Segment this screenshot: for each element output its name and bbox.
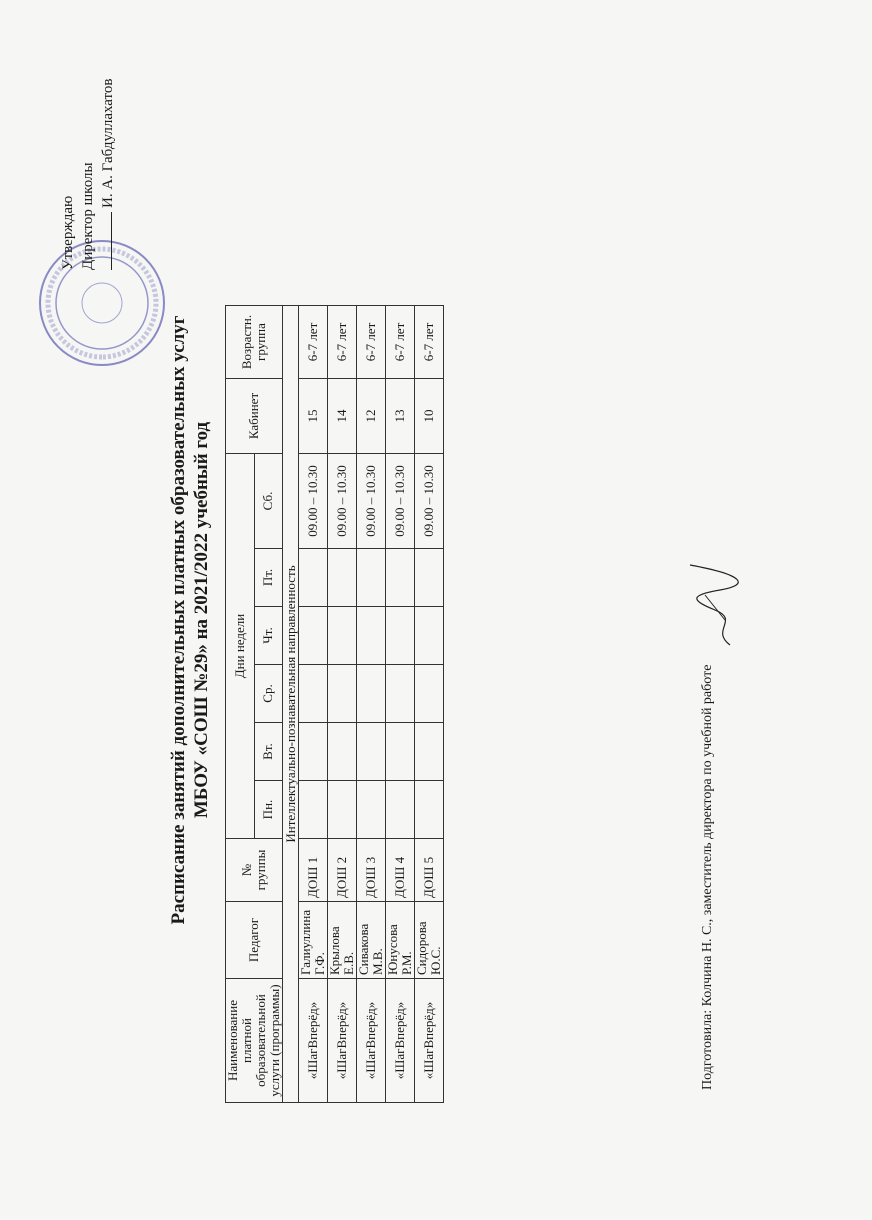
table-row [357, 306, 386, 1103]
cell-age: 6-7 лет [357, 306, 386, 379]
header-day: Пт. [254, 549, 283, 607]
cell-saturday: 09.00 – 10.30 [299, 454, 328, 549]
cell-name: «ШагВперёд» [357, 979, 386, 1103]
cell-room: 12 [357, 379, 386, 454]
header-room: Кабинет [226, 379, 283, 454]
cell-group: ДОШ 4 [386, 839, 415, 902]
document-subtitle: МБОУ «СОШ №29» на 2021/2022 учебный год [191, 421, 212, 819]
cell-teacher: Крылова Е.В. [328, 902, 357, 979]
table-row [328, 306, 357, 1103]
header-group: № группы [226, 839, 283, 902]
header-day: Пн. [254, 781, 283, 839]
cell-saturday: 09.00 – 10.30 [386, 454, 415, 549]
cell-group: ДОШ 1 [299, 839, 328, 902]
cell-name: «ШагВперёд» [299, 979, 328, 1103]
cell-name: «ШагВперёд» [328, 979, 357, 1103]
header-name: Наименование платной образовательной услуги (программы) [226, 979, 283, 1103]
header-age: Возрастн. группа [226, 306, 283, 379]
approval-block [58, 79, 118, 271]
header-day: Ср. [254, 665, 283, 723]
cell-age: 6-7 лет [386, 306, 415, 379]
cell-age: 6-7 лет [299, 306, 328, 379]
approval-line-1: Утверждаю [60, 195, 76, 270]
cell-name: «ШагВперёд» [415, 979, 444, 1103]
cell-room: 14 [328, 379, 357, 454]
cell-group: ДОШ 3 [357, 839, 386, 902]
header-days: Дни недели [226, 454, 255, 839]
cell-teacher: Галиуллина Г.Ф. [299, 902, 328, 979]
cell-saturday: 09.00 – 10.30 [415, 454, 444, 549]
document-title: Расписание занятий дополнительных платных образовательных услуг [168, 315, 189, 925]
cell-name: «ШагВперёд» [386, 979, 415, 1103]
table-row [299, 306, 328, 1103]
prepared-by-footer: Подготовила: Колчина Н. С., заместитель директора по учебной работе [700, 664, 715, 1090]
header-teacher: Педагог [226, 902, 283, 979]
cell-saturday: 09.00 – 10.30 [357, 454, 386, 549]
cell-teacher: Сидорова Ю.С. [415, 902, 444, 979]
header-day: Сб. [254, 454, 283, 549]
table-row [415, 306, 444, 1103]
handwritten-signature [670, 560, 750, 650]
cell-age: 6-7 лет [328, 306, 357, 379]
cell-group: ДОШ 5 [415, 839, 444, 902]
approval-line-3: И. А. Габдуллахатов [100, 78, 116, 208]
cell-teacher: Сивакова М.В. [357, 902, 386, 979]
approval-line-2: Директор школы [80, 162, 96, 270]
header-day: Чт. [254, 607, 283, 665]
header-day: Вт. [254, 723, 283, 781]
cell-room: 10 [415, 379, 444, 454]
cell-saturday: 09.00 – 10.30 [328, 454, 357, 549]
signature-line [111, 212, 112, 270]
cell-room: 13 [386, 379, 415, 454]
table-row [386, 306, 415, 1103]
schedule-table [225, 305, 444, 1103]
cell-room: 15 [299, 379, 328, 454]
section-title: Интеллектуально-познавательная направленность [283, 306, 299, 1103]
cell-age: 6-7 лет [415, 306, 444, 379]
cell-teacher: Юнусова Р.М. [386, 902, 415, 979]
cell-group: ДОШ 2 [328, 839, 357, 902]
